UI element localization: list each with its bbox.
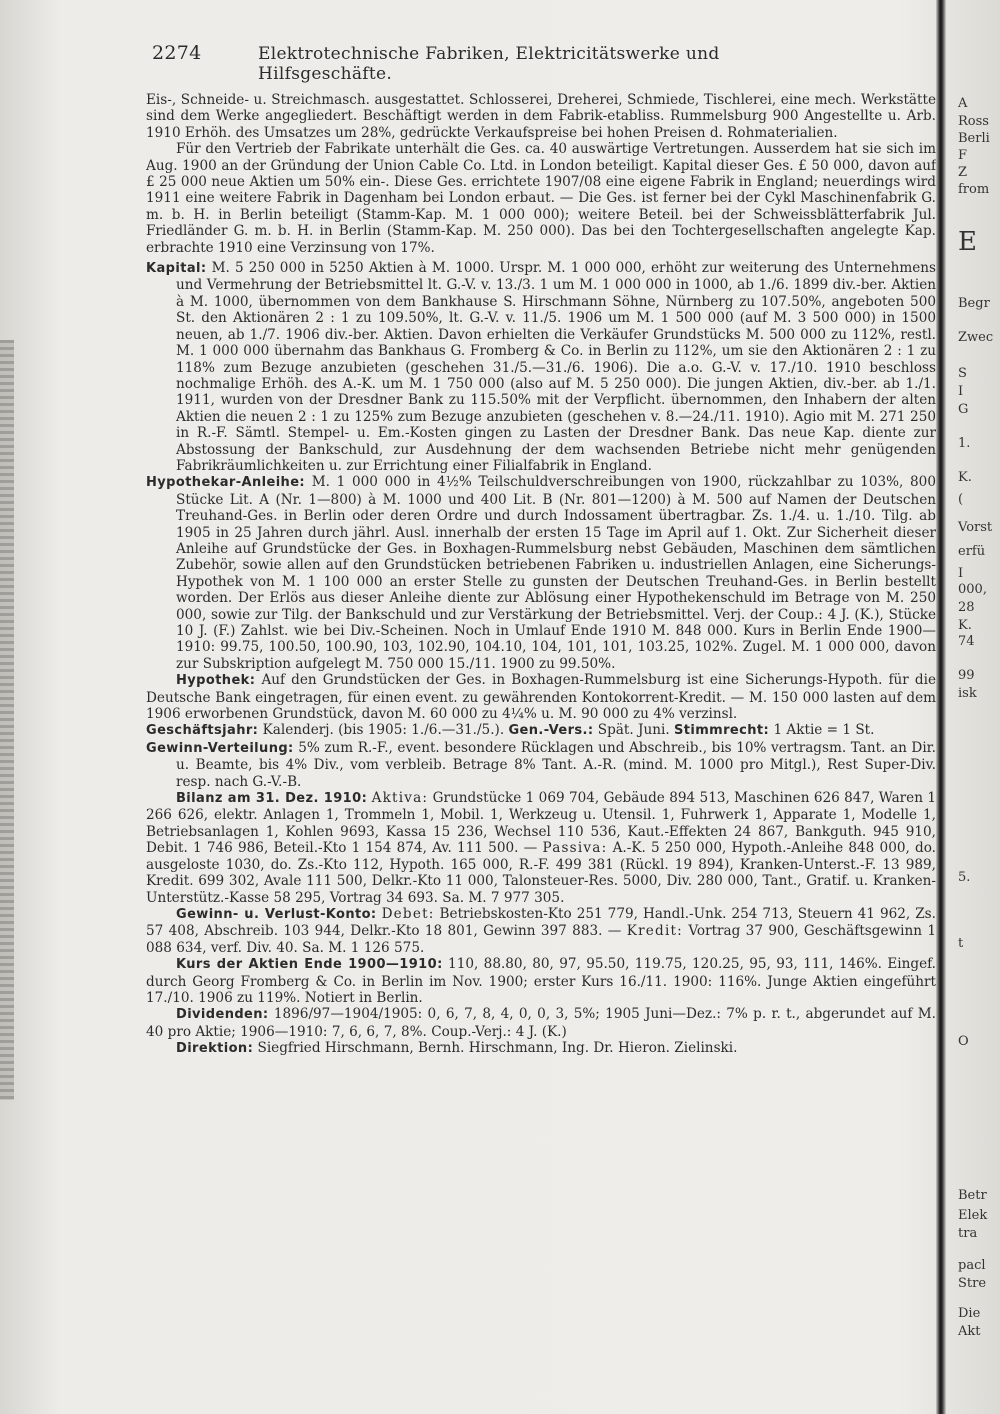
intro-paragraph: Für den Vertrieb der Fabrikate unterhält die Ges. ca. 40 auswärtige Vertretungen. Ausserdem hat sie sich im Aug. 1900 an der Gründung der Union Cable Co. Ltd. in London beteiligt. Kapital dieser Ges. £ 50 000, davon auf £ 25 000 neue Aktien um 50% ein-. Diese Ges. errichtete 1907/08 eine eigene Fabrik in England; neuerdings wird 1911 eine weitere Fabrik in Dagenham bei London erbaut. — Die Ges. ist ferner bei der Cykl Maschinenfabrik G. m. b. H. in Berlin beteiligt (Stamm-Kap. M. 1 000 000); weitere Beteil. bei der Schweissblätterfabrik Jul. Friedländer G. m. b. H. in Berlin (Stamm-Kap. M. 250 000). Das bei den Tochtergesellschaften angelegte Kap. erbrachte 1910 eine Verzinsung von 17%. bbox=[146, 141, 936, 256]
fragment-text: 28 bbox=[958, 600, 975, 615]
fragment-text: isk bbox=[958, 686, 977, 701]
section-label: Direktion: bbox=[176, 1041, 254, 1057]
section-text: 110, 88.80, 80, 97, 95.50, 119.75, 120.25, 95, 93, 111, 146%. Eingef. durch Georg Fromberg & Co. in Berlin im Nov. 1900; erster Kurs 16./11. 1900: 116%. Junge Aktien eingeführt 17./10. 1906 zu 119%. Notiert in Berlin. bbox=[146, 956, 936, 1006]
gen-vers-label: Gen.-Vers.: bbox=[508, 723, 594, 739]
debet-label: Debet: bbox=[381, 905, 435, 922]
aktiva-text: Grundstücke 1 069 704, Gebäude 894 513, Maschinen 626 847, Waren 1 266 626, elektr. Anlagen 1, Trommeln 1, Mobil. 1, Werkzeug u. Utensil. 1, Fuhrwerk 1, Apparate 1, Modelle 1, Betriebsanlagen 1, Kohlen 9693, Kassa 15 236, Wechsel 110 536, Kaut.-Effekten 24 867, Bankguth. 945 910, Debit. 1 746 986, Beteil.-Kto 1 154 874, Av. 111 500. — bbox=[146, 790, 936, 857]
page-header bbox=[152, 42, 852, 84]
section-label: Kapital: bbox=[146, 261, 207, 277]
fragment-text: Elek bbox=[958, 1208, 988, 1223]
fragment-text: K. bbox=[958, 618, 972, 633]
section-dividenden bbox=[146, 1006, 936, 1040]
fragment-text: Ross bbox=[958, 114, 989, 129]
section-text: Kalenderj. (bis 1905: 1./6.—31./5.). bbox=[262, 722, 505, 739]
section-text: M. 5 250 000 in 5250 Aktien à M. 1000. Urspr. M. 1 000 000, erhöht zur weiterung des Unternehmens und Vermehrung der Betriebsmittel lt. G.-V. v. 13./3. 1 um M. 1 000 000 in 1000, ab 1./6. 1899 div.-ber. Aktien à M. 1000, übernommen von dem Bankhause S. Hirschmann Söhne, Nürnberg zu 107.50%, angeboten 500 St. den Aktionären 2 : 1 zu 109.50%, lt. G.-V. v. 11./5. 1906 um M. 1 500 000 (auf M. 3 500 000) in 1500 neuen, ab 1./7. 1906 div.-ber. Aktien. Davon erhielten die Verkäufer Grundstücks M. 500 000 zu 112%, restl. M. 1 000 000 übernahm das Bankhaus G. Fromberg & Co. in Berlin zu 112%, um sie den Aktionären 2 : 1 zu 118% zum Bezuge anzubieten (geschehen 31./5.—31./6. 1906). Die a.o. G.-V. v. 17./10. 1910 beschloss nochmalige Erhöh. des A.-K. um M. 1 750 000 (also auf M. 5 250 000). Die jungen Aktien, div.-ber. ab 1./1. 1911, wurden von der Dresdner Bank zu 115.50% mit der Verpflicht. übernommen, den Inhabern der alten Aktien die neuen 2 : 1 zu 125% zum Bezuge anzubieten (geschehen v. 8.—24./11. 1910). Agio mit M. 271 250 in R.-F. Sämtl. Stempel- u. Em.-Kosten gingen zu Lasten der Dresdner Bank. Das neue Kap. diente zur Abstossung der Bankschuld, zur Ausdehnung der dem wachsenden Betriebe nicht mehr genügenden Fabrikräumlichkeiten u. zur Errichtung einer Filialfabrik in England. bbox=[176, 260, 936, 474]
section-text: 5% zum R.-F., event. besondere Rücklagen und Abschreib., bis 10% vertragsm. Tant. an Dir. u. Beamte, bis 4% Div., vom verbleib. Betrage 8% Tant. A.-R. (mind. M. 1000 pro Mitgl.), Rest Super-Div. resp. nach G.-V.-B. bbox=[176, 739, 936, 790]
fragment-text: I bbox=[958, 384, 964, 399]
section-label: Hypothek: bbox=[176, 673, 256, 689]
section-text: Siegfried Hirschmann, Bernh. Hirschmann, Ing. Dr. Hieron. Zielinski. bbox=[257, 1040, 738, 1057]
fragment-text: Zwec bbox=[958, 330, 994, 345]
fragment-text: t bbox=[958, 936, 964, 951]
intro-paragraph: Eis-, Schneide- u. Streichmasch. ausgestattet. Schlosserei, Dreherei, Schmiede, Tischlerei, eine mech. Werkstätte sind dem Werke angegliedert. Beschäftigt werden in dem Fabrik-etabliss. Rummelsburg 900 Angestellte u. Arb. 1910 Erhöh. des Umsatzes um 28%, gedrückte Verkaufspreise bei hohen Preisen d. Rohmaterialien. bbox=[146, 92, 936, 141]
document-body bbox=[146, 92, 936, 1392]
fragment-text: Stre bbox=[958, 1276, 987, 1291]
fragment-text: Z bbox=[958, 165, 968, 180]
section-label: Kurs der Aktien Ende 1900—1910: bbox=[176, 957, 443, 973]
section-label: Hypothekar-Anleihe: bbox=[146, 475, 306, 491]
aktiva-label: Aktiva: bbox=[371, 790, 429, 807]
fragment-text: Vorst bbox=[958, 520, 993, 535]
fragment-text: K. bbox=[958, 470, 972, 485]
section-hypothekar-anleihe bbox=[146, 474, 936, 672]
page-title: Elektrotechnische Fabriken, Elektricitätswerke und Hilfsgeschäfte. bbox=[258, 44, 720, 84]
passiva-text: A.-K. 5 250 000, Hypoth.-Anleihe 848 000, do. ausgeloste 1030, do. Zs.-Kto 112, Hypoth. 165 000, R.-F. 499 381 (Rückl. 19 894), Kranken-Unterst.-F. 13 989, Kredit. 699 302, Avale 111 500, Delkr.-Kto 11 000, Talonsteuer-Res. 5000, Div. 280 000, Tant., Gratif. u. Kranken-Unterstütz.-Kasse 58 295, Vortrag 34 693. Sa. M. 7 977 305. bbox=[146, 840, 936, 906]
kredit-label: Kredit: bbox=[626, 923, 683, 940]
section-geschaeftsjahr bbox=[146, 722, 936, 739]
fragment-text: G bbox=[958, 402, 969, 417]
section-label: Geschäftsjahr: bbox=[146, 723, 259, 739]
fragment-text: erfü bbox=[958, 544, 986, 559]
fragment-text: 000, bbox=[958, 582, 987, 597]
fragment-text: A bbox=[958, 96, 968, 111]
fragment-text: Berli bbox=[958, 131, 990, 146]
section-label: Dividenden: bbox=[176, 1007, 269, 1023]
section-kurs bbox=[146, 956, 936, 1006]
section-text: Auf den Grundstücken der Ges. in Boxhagen-Rummelsburg ist eine Sicherungs-Hypoth. für die Deutsche Bank eingetragen, für einen event. zu gewährenden Kontokorrent-Kredit. — M. 150 000 lasten auf dem 1906 erworbenen Grundstück, davon M. 60 000 zu 4¼% u. M. 90 000 zu 4% verzinsl. bbox=[146, 672, 936, 723]
fragment-text: O bbox=[958, 1034, 969, 1049]
section-kapital bbox=[146, 260, 936, 474]
fragment-text: I bbox=[958, 566, 964, 581]
fragment-text: Betr bbox=[958, 1188, 987, 1203]
fragment-text: pacl bbox=[958, 1258, 986, 1273]
book-spine bbox=[936, 0, 946, 1414]
section-bilanz bbox=[146, 790, 936, 906]
section-gewinn-verlust bbox=[146, 906, 936, 956]
section-label: Gewinn-Verteilung: bbox=[146, 740, 294, 756]
binding-shadow bbox=[0, 340, 14, 1100]
section-text: 1896/97—1904/1905: 0, 6, 7, 8, 4, 0, 0, 3, 5%; 1905 Juni—Dez.: 7% p. r. t., abgerundet auf M. 40 pro Aktie; 1906—1910: 7, 6, 6, 7, 8%. Coup.-Verj.: 4 J. (K.) bbox=[146, 1006, 936, 1040]
stimmrecht-label: Stimmrecht: bbox=[673, 723, 770, 739]
section-label: Bilanz am 31. Dez. 1910: bbox=[176, 791, 368, 807]
section-gewinn-verteilung bbox=[146, 740, 936, 790]
page-number: 2274 bbox=[152, 42, 202, 64]
fragment-text: Akt bbox=[958, 1324, 981, 1339]
section-hypothek bbox=[146, 672, 936, 722]
fragment-text: ( bbox=[958, 492, 964, 507]
fragment-text: Begr bbox=[958, 296, 990, 311]
gen-vers-text: Spät. Juni. bbox=[597, 722, 670, 739]
fragment-text: Die bbox=[958, 1306, 981, 1321]
passiva-label: Passiva: bbox=[542, 840, 608, 857]
kredit-text: Vortrag 37 900, Geschäftsgewinn 1 088 634, verf. Div. 40. Sa. M. 1 126 575. bbox=[146, 923, 936, 956]
debet-text: Betriebskosten-Kto 251 779, Handl.-Unk. 254 713, Steuern 41 962, Zs. 57 408, Abschreib. 103 944, Delkr.-Kto 18 801, Gewinn 397 883. — bbox=[146, 905, 936, 940]
section-direktion bbox=[146, 1040, 936, 1057]
fragment-text: S bbox=[958, 366, 967, 381]
fragment-text: tra bbox=[958, 1226, 978, 1241]
fragment-text: F bbox=[958, 148, 968, 163]
section-text: M. 1 000 000 in 4½% Teilschuldverschreibungen von 1900, rückzahlbar zu 103%, 800 Stücke Lit. A (Nr. 1—800) à M. 1000 und 400 Lit. B (Nr. 801—1200) à M. 500 auf Namen der Deutschen Treuhand-Ges. in Berlin oder deren Ordre und durch Indossament übertragbar. Zs. 1./4. u. 1./10. Tilg. ab 1905 in 25 Jahren durch jährl. Ausl. innerhalb der ersten 15 Tage im April auf 1. Okt. Zur Sicherheit dieser Anleihe auf Grundstücke der Ges. in Boxhagen-Rummelsburg nebst Gebäuden, Maschinen dem sämtlichen Zubehör, sowie allen auf den Grundstücken betriebenen Fabriken u. industriellen Anlagen, eine Sicherungs-Hypothek von M. 1 100 000 an erster Stelle zu gunsten der Deutschen Treuhand-Ges. in Berlin bestellt worden. Der Erlös aus dieser Anleihe diente zur Ablösung einer Hypothekenschuld im Betrage von M. 250 000, sowie zur Tilg. der Bankschuld und zur Verstärkung der Betriebsmittel. Verj. der Coup.: 4 J. (K.), Stücke 10 J. (F.) Zahlst. wie bei Div.-Scheinen. Noch in Umlauf Ende 1910 M. 848 000. Kurs in Berlin Ende 1900—1910: 99.75, 100.50, 100.90, 103, 102.90, 104.10, 104, 101, 101, 103.25, 102%. Zugel. M. 1 000 000, davon zur Subskription aufgelegt M. 750 000 15./11. 1900 zu 99.50%. bbox=[176, 474, 936, 672]
fragment-text: 1. bbox=[958, 436, 971, 451]
adjacent-page-edge bbox=[954, 0, 1000, 1414]
section-label: Gewinn- u. Verlust-Konto: bbox=[176, 906, 377, 922]
fragment-text: 5. bbox=[958, 870, 971, 885]
fragment-text: 99 bbox=[958, 668, 975, 683]
fragment-text: from bbox=[958, 182, 990, 197]
stimmrecht-text: 1 Aktie = 1 St. bbox=[773, 722, 875, 739]
fragment-text: E bbox=[958, 227, 977, 257]
fragment-text: 74 bbox=[958, 634, 975, 649]
